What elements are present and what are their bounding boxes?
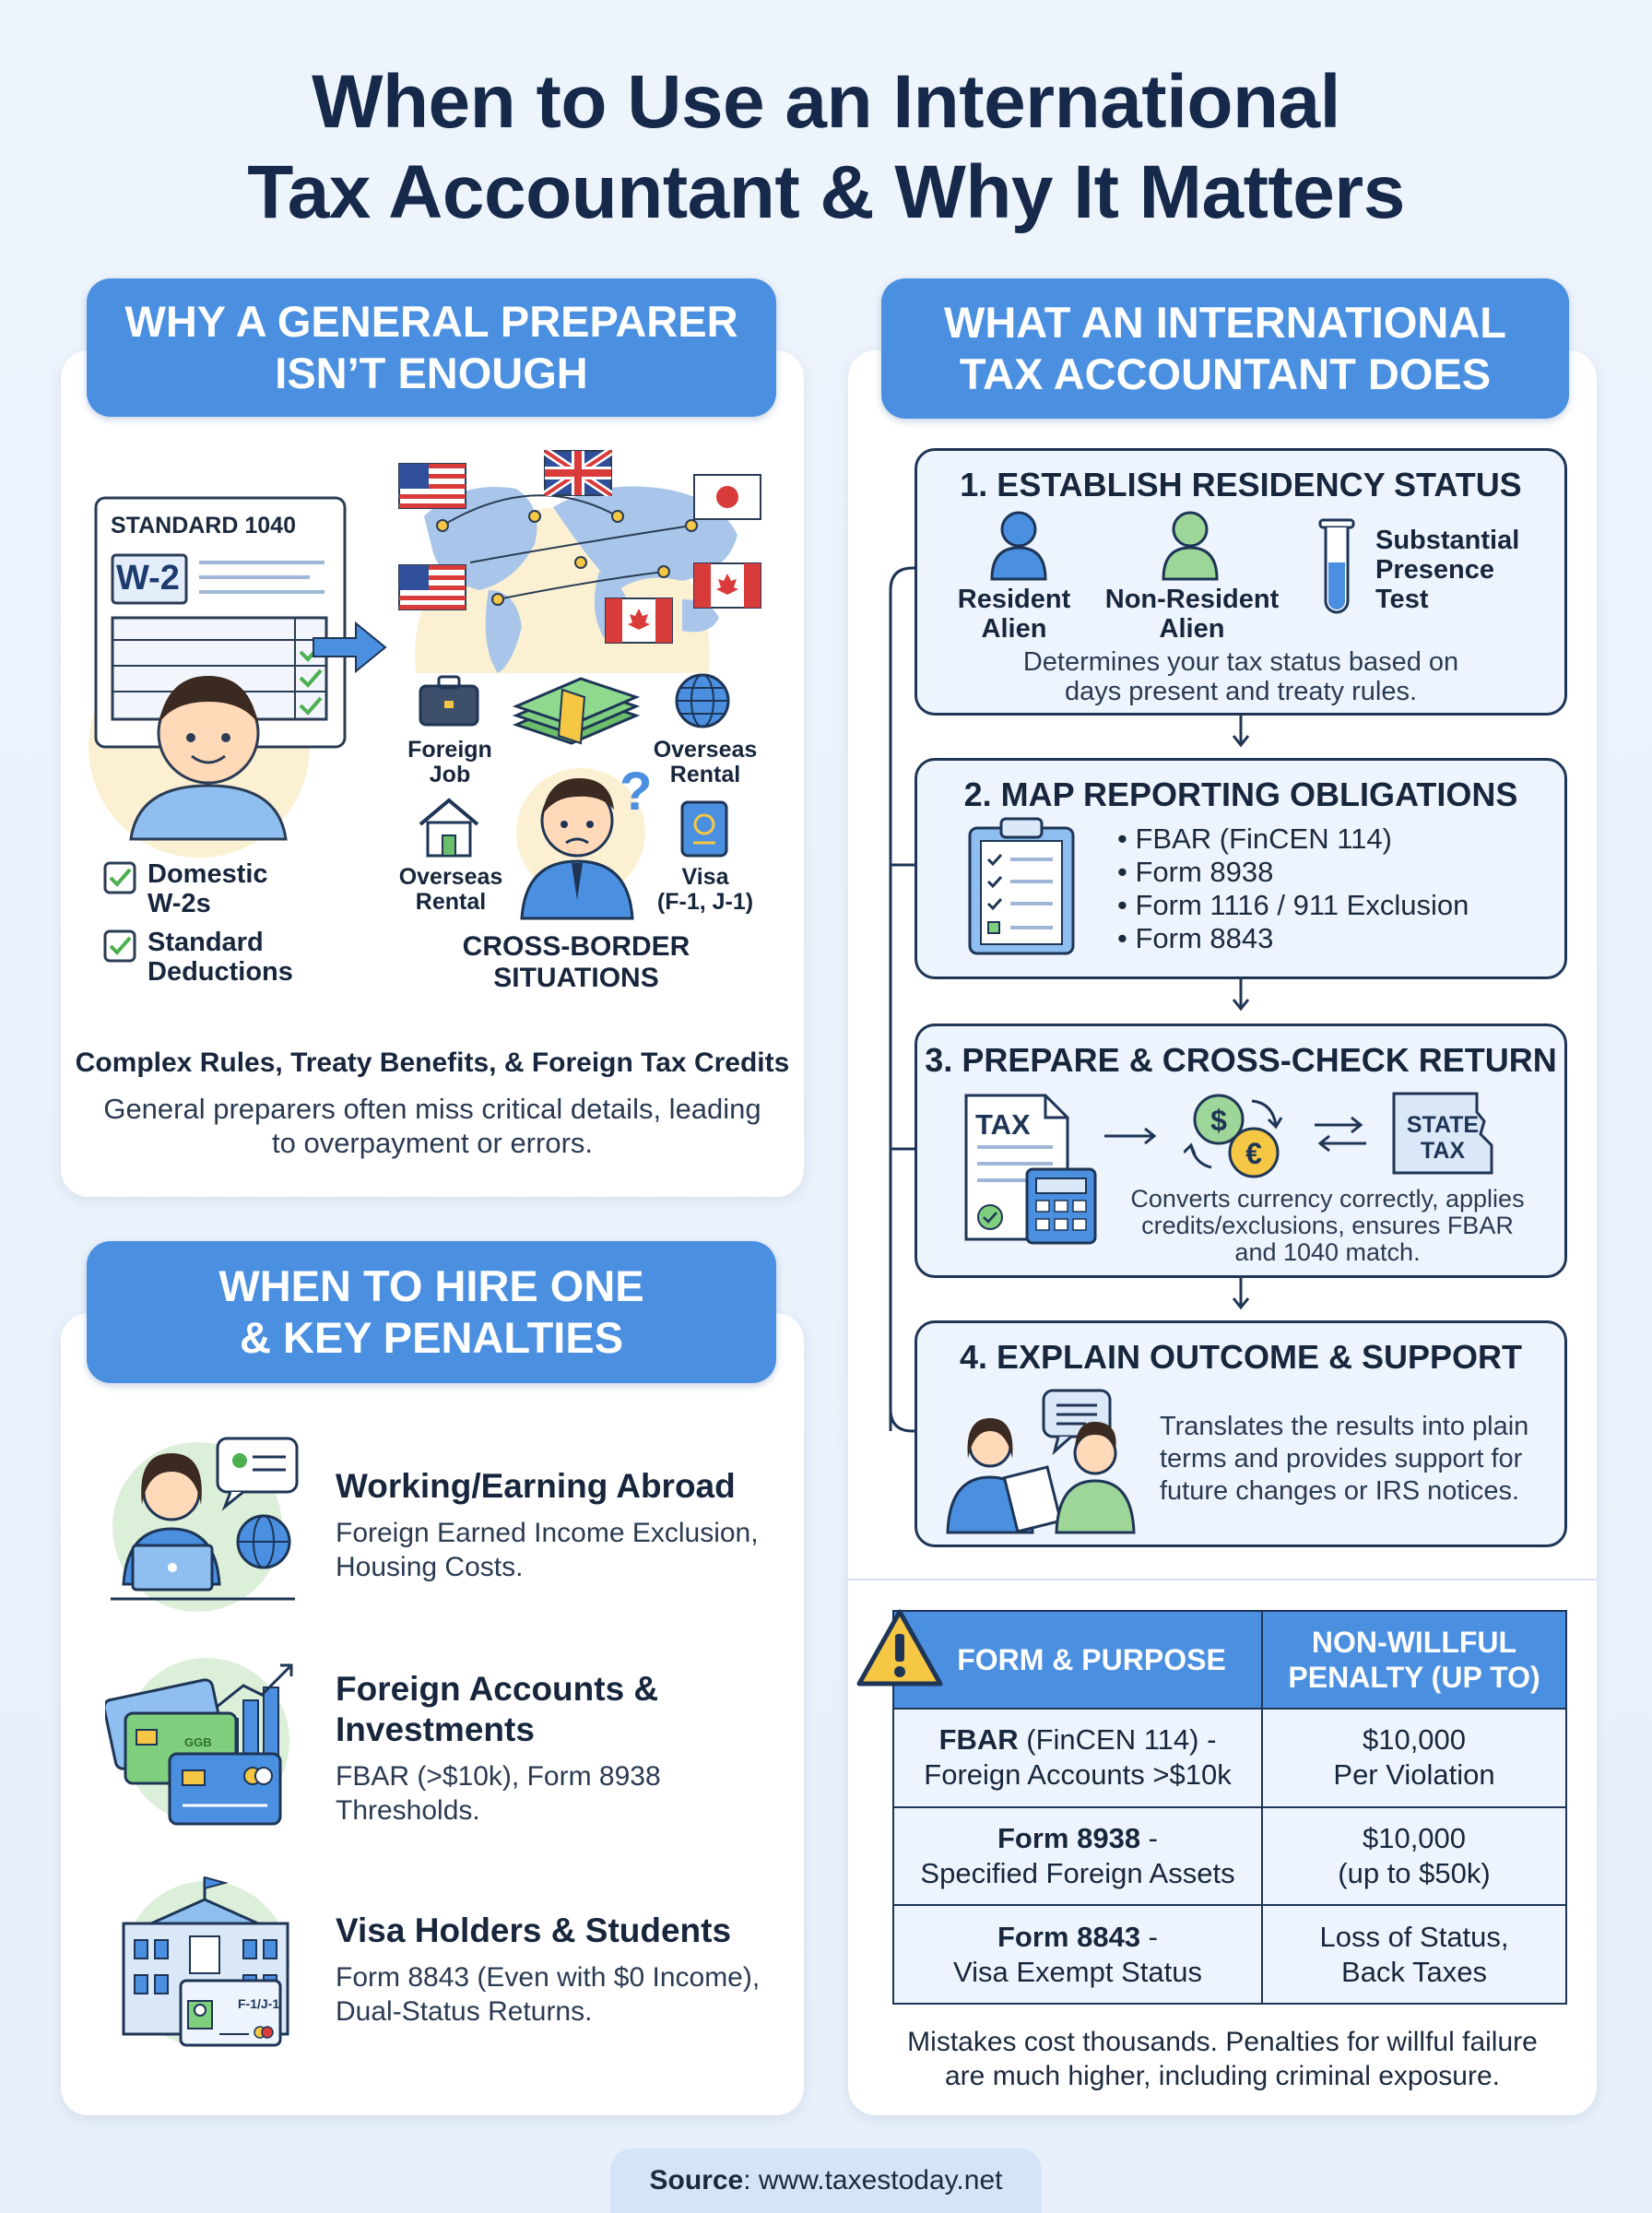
nonresident-person-icon [1160,509,1221,581]
id-card-label: F-1/J-1 [238,1996,280,2011]
us-flag-icon [398,463,466,509]
source-link[interactable]: www.taxestoday.net [758,2165,1003,2195]
house-icon [415,795,483,859]
globe-icon [673,671,732,730]
hire-item-working-abroad: Working/Earning Abroad Foreign Earned Income Exclusion, Housing Costs. [336,1467,759,1582]
currency-exchange-icon [1184,1084,1294,1186]
resident-alien-label: Resident Alien [957,585,1071,644]
test-tube-icon [1316,516,1357,623]
list-item: • FBAR (FinCEN 114) [1117,822,1392,855]
state-tax-label: STATE TAX [1406,1112,1480,1164]
step-explain-outcome: 4. EXPLAIN OUTCOME & SUPPORT [914,1320,1567,1547]
us-flag-icon [398,564,466,610]
nonresident-alien-label: Non-Resident Alien [1104,585,1280,644]
checkbox-checked-icon [103,929,136,963]
briefcase-icon [417,673,481,728]
when-to-hire-heading: WHEN TO HIRE ONE & KEY PENALTIES [87,1241,776,1383]
foreign-job-label: Foreign Job [407,737,492,787]
general-preparer-heading: WHY A GENERAL PREPARER ISN’T ENOUGH [87,278,776,417]
table-header-form: FORM & PURPOSE [893,1611,1262,1709]
step-map-reporting: 2. MAP REPORTING OBLIGATIONS [914,758,1567,979]
table-row: Form 8843 - Visa Exempt Status Loss of Status, Back Taxes [893,1905,1566,2004]
page-title: When to Use an International Tax Accountant & Why It Matters [247,60,1405,234]
worried-person-illustration [516,763,655,920]
prepare-return-description: Converts currency correctly, applies credits/exclusions, ensures FBAR and 1040 match. [1130,1185,1525,1266]
passport-icon [678,799,730,859]
penalty-table [892,1610,1567,2005]
canada-flag-icon [605,598,673,644]
table-header-penalty: NON-WILLFUL PENALTY (UP TO) [1262,1611,1566,1709]
step-establish-residency: 1. ESTABLISH RESIDENCY STATUS [914,448,1567,716]
university-id-icon [105,1872,308,2056]
standard-1040-label: STANDARD 1040 [111,513,296,538]
w2-label: W-2 [116,559,180,598]
swap-arrows-icon [1313,1114,1368,1154]
overseas-rental-label-top: Overseas Rental [653,737,758,787]
clipboard-checklist-icon [964,815,1079,957]
hire-item-visa-holders: Visa Holders & Students Form 8843 (Even with $0 Income), Dual-Status Returns. [336,1911,761,2027]
tax-label: TAX [975,1108,1031,1141]
svg-text:$: $ [1210,1104,1227,1137]
list-item: • Form 8843 [1117,922,1274,954]
reporting-obligations-list [1117,822,1469,955]
step-prepare-return: 3. PREPARE & CROSS-CHECK RETURN [914,1024,1567,1278]
warning-icon [854,1606,946,1689]
arrow-right-icon [312,620,389,675]
substantial-presence-label: Substantial Presence Test [1375,526,1520,614]
svg-text:€: € [1245,1137,1262,1170]
japan-flag-icon [693,474,761,520]
checkbox-checked-icon [103,861,136,894]
hire-item-foreign-accounts: Foreign Accounts & Investments FBAR (>$10k), Form 8938 Thresholds. [336,1670,661,1826]
remote-worker-icon [105,1427,308,1612]
resident-person-icon [988,509,1049,581]
arrow-right-icon [1103,1125,1162,1147]
svg-text:?: ? [620,763,653,822]
consultation-icon [933,1389,1154,1536]
table-row: FBAR (FinCEN 114) - Foreign Accounts >$10k $10,000 Per Violation [893,1709,1566,1807]
card-brand-label: GGB [184,1735,212,1749]
overseas-rental-label-bottom: Overseas Rental [398,864,503,915]
residency-description: Determines your tax status based on days present and treaty rules. [1022,647,1459,706]
accountant-does-heading: WHAT AN INTERNATIONAL TAX ACCOUNTANT DOES [881,278,1569,419]
table-row: Form 8938 - Specified Foreign Assets $10,000 (up to $50k) [893,1807,1566,1906]
visa-label: Visa (F-1, J-1) [656,864,754,915]
penalty-note: Mistakes cost thousands. Penalties for willful failure are much higher, including criminal exposure. [907,2027,1538,2091]
source-footer: Source: www.taxestoday.net [610,2148,1042,2213]
cross-border-caption: CROSS-BORDER SITUATIONS [462,931,690,993]
section-divider [848,1579,1597,1580]
uk-flag-icon [544,450,612,496]
list-item: • Form 8938 [1117,856,1274,888]
complex-rules-title: Complex Rules, Treaty Benefits, & Foreign Tax Credits [75,1047,790,1078]
complex-rules-description: General preparers often miss critical details, leading to overpayment or errors. [103,1093,761,1159]
canada-flag-icon [693,562,761,609]
list-item: • Form 1116 / 911 Exclusion [1117,889,1469,921]
explain-outcome-description: Translates the results into plain terms and provides support for future changes or IRS notices. [1160,1412,1529,1506]
money-stack-icon [507,669,645,762]
